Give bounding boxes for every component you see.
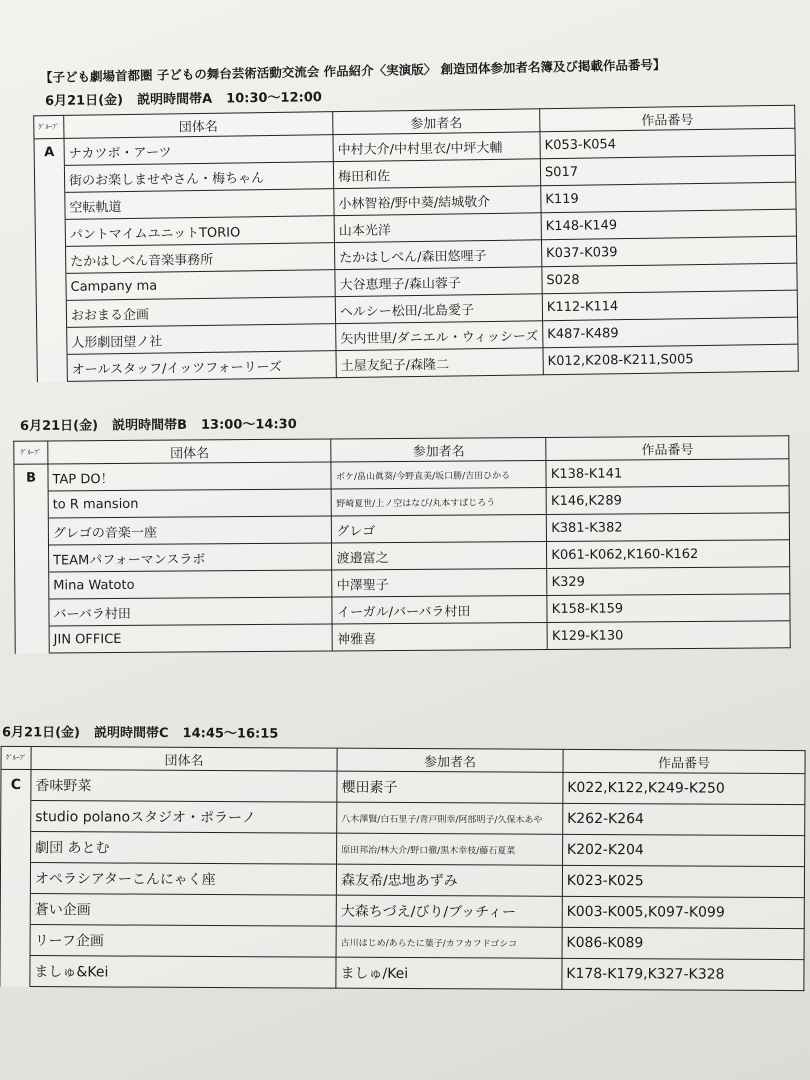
org-cell: バーバラ村田 bbox=[49, 597, 333, 626]
group-cell bbox=[15, 572, 49, 599]
header-group: ｸﾞﾙｰﾌﾟ bbox=[34, 115, 64, 138]
org-cell: 街のお楽しませやさん・梅ちゃん bbox=[64, 162, 333, 193]
participants-cell: 櫻田素子 bbox=[337, 771, 563, 803]
participants-cell: 矢内世里/ダニエル・ウィッシーズ bbox=[336, 321, 543, 351]
header-participants: 参加者名 bbox=[331, 437, 546, 461]
org-cell: オールスタッフ/イッツフォーリーズ bbox=[67, 351, 336, 382]
participants-cell: 古川はじめ/あらたに葉子/カフカフドゴシコ bbox=[336, 926, 562, 958]
participants-cell: 中村大介/中村里衣/中坪大輔 bbox=[333, 132, 540, 162]
group-cell bbox=[35, 192, 65, 219]
org-cell: TAP DO！ bbox=[48, 462, 332, 491]
schedule-table-b bbox=[13, 435, 790, 653]
participants-cell: 中澤聖子 bbox=[332, 568, 547, 596]
participants-cell: 大谷恵理子/森山蓉子 bbox=[335, 267, 542, 297]
org-cell: 劇団 あとむ bbox=[31, 832, 337, 865]
works-cell: K086-K089 bbox=[562, 927, 804, 959]
group-cell: B bbox=[14, 464, 48, 491]
header-participants: 参加者名 bbox=[333, 109, 540, 135]
works-cell: K262-K264 bbox=[563, 803, 805, 835]
section-b-heading: 6月21日(金) 説明時間帯B 13:00〜14:30 bbox=[19, 417, 297, 435]
org-cell: to R mansion bbox=[48, 489, 332, 518]
group-cell bbox=[1, 800, 31, 831]
works-cell: S028 bbox=[542, 263, 797, 294]
org-cell: ましゅ&Kei bbox=[30, 956, 336, 989]
header-works: 作品番号 bbox=[563, 749, 805, 773]
schedule-table-c bbox=[0, 746, 806, 991]
table-row bbox=[0, 924, 804, 959]
org-cell: おおまる企画 bbox=[66, 297, 335, 328]
org-cell: オペラシアターこんにゃく座 bbox=[30, 863, 336, 896]
participants-cell: 野崎夏世/上ノ空はなび/丸本すぱじろう bbox=[332, 487, 547, 515]
works-cell: K202-K204 bbox=[562, 834, 804, 866]
participants-cell: 小林智裕/野中葵/結城敬介 bbox=[334, 186, 541, 216]
group-cell bbox=[14, 545, 48, 572]
participants-cell: 梅田和佐 bbox=[333, 159, 540, 189]
org-cell: Mina Watoto bbox=[49, 570, 333, 599]
works-cell: K329 bbox=[547, 567, 790, 596]
group-cell bbox=[36, 246, 66, 273]
participants-cell: 大森ちづえ/びり/ブッチィー bbox=[336, 895, 562, 927]
group-cell bbox=[0, 862, 30, 893]
works-cell: K012,K208-K211,S005 bbox=[543, 344, 798, 375]
org-cell: パントマイムユニットTORIO bbox=[65, 216, 334, 247]
group-cell bbox=[1, 831, 31, 862]
works-cell: K178-K179,K327-K328 bbox=[562, 958, 804, 990]
participants-cell: 渡邉富之 bbox=[332, 541, 547, 569]
org-cell: リーフ企画 bbox=[30, 925, 336, 958]
section-c-heading: 6月21日(金) 説明時間帯C 14:45〜16:15 bbox=[1, 725, 279, 742]
works-cell: K381-K382 bbox=[547, 513, 790, 542]
participants-cell: 森友希/忠地あずみ bbox=[336, 864, 562, 896]
works-cell: K146,K289 bbox=[546, 486, 789, 515]
group-cell bbox=[35, 219, 65, 246]
table-row bbox=[1, 831, 805, 866]
group-cell bbox=[14, 518, 48, 545]
participants-cell: イーガル/バーバラ村田 bbox=[332, 595, 547, 623]
section-a-heading: 6月21日(金) 説明時間帯A 10:30〜12:00 bbox=[44, 90, 322, 110]
works-cell: K129-K130 bbox=[547, 621, 790, 650]
org-cell: 蒼い企画 bbox=[30, 894, 336, 927]
group-cell bbox=[15, 599, 49, 626]
group-cell bbox=[0, 924, 30, 955]
participants-cell: ましゅ/Kei bbox=[336, 957, 562, 989]
table-row bbox=[0, 893, 804, 928]
participants-cell: 土屋友紀子/森隆二 bbox=[336, 348, 543, 378]
works-cell: K037-K039 bbox=[541, 236, 796, 267]
table-row bbox=[1, 769, 805, 804]
header-group: ｸﾞﾙｰﾌﾟ bbox=[14, 441, 48, 464]
org-cell: ナカツボ・アーツ bbox=[64, 135, 333, 166]
header-org: 団体名 bbox=[48, 439, 332, 464]
group-cell bbox=[0, 955, 30, 986]
works-cell: K053-K054 bbox=[540, 128, 795, 159]
group-cell bbox=[0, 893, 30, 924]
works-cell: K023-K025 bbox=[562, 865, 804, 897]
participants-cell: 原田邦治/林大介/野口徹/黒木幸枝/藤石夏菜 bbox=[337, 833, 563, 865]
org-cell: たかはしべん音楽事務所 bbox=[66, 243, 335, 274]
org-cell: JIN OFFICE bbox=[49, 624, 333, 653]
group-cell: A bbox=[34, 138, 64, 165]
works-cell: K148-K149 bbox=[541, 209, 796, 240]
org-cell: グレゴの音楽一座 bbox=[48, 516, 332, 545]
participants-cell: ボケ/畠山眞葵/今野直美/坂口勝/吉田ひかる bbox=[331, 460, 546, 488]
header-works: 作品番号 bbox=[540, 105, 795, 132]
group-cell bbox=[36, 273, 66, 300]
participants-cell: 八木澤賢/白石里子/青戸則幸/阿部明子/久保木あや bbox=[337, 802, 563, 834]
org-cell: TEAMパフォーマンスラボ bbox=[48, 543, 332, 572]
org-cell: Campany ma bbox=[66, 270, 335, 301]
table-row bbox=[0, 862, 804, 897]
org-cell: 人形劇団望ノ社 bbox=[67, 324, 336, 355]
group-cell bbox=[37, 327, 67, 354]
table-row bbox=[0, 955, 804, 990]
header-group: ｸﾞﾙｰﾌﾟ bbox=[1, 746, 31, 769]
participants-cell: グレゴ bbox=[332, 514, 547, 542]
participants-cell: たかはしべん/森田悠哩子 bbox=[334, 240, 541, 270]
org-cell: studio polanoスタジオ・ポラーノ bbox=[31, 801, 337, 834]
org-cell: 空転軌道 bbox=[65, 189, 334, 220]
participants-cell: ヘルシー松田/北島愛子 bbox=[335, 294, 542, 324]
works-cell: K022,K122,K249-K250 bbox=[563, 772, 805, 804]
works-cell: K487-K489 bbox=[543, 317, 798, 348]
table-row bbox=[15, 621, 790, 653]
group-cell bbox=[15, 626, 49, 653]
group-cell bbox=[37, 354, 67, 381]
group-cell bbox=[36, 300, 66, 327]
header-org: 団体名 bbox=[31, 747, 337, 772]
group-cell bbox=[34, 165, 64, 192]
works-cell: K003-K005,K097-K099 bbox=[562, 896, 804, 928]
group-cell: C bbox=[1, 769, 31, 800]
works-cell: S017 bbox=[540, 155, 795, 186]
document-title: 【子ども劇場首都圏 子どもの舞台芸術活動交流会 作品紹介〈実演版〉 創造団体参加者名簿及び掲載作品番号】 bbox=[39, 56, 666, 85]
org-cell: 香味野菜 bbox=[31, 770, 337, 803]
works-cell: K061-K062,K160-K162 bbox=[547, 540, 790, 569]
header-org: 団体名 bbox=[64, 112, 333, 139]
header-works: 作品番号 bbox=[546, 436, 789, 461]
works-cell: K112-K114 bbox=[542, 290, 797, 321]
header-participants: 参加者名 bbox=[337, 748, 563, 772]
participants-cell: 山本光洋 bbox=[334, 213, 541, 243]
participants-cell: 神雅喜 bbox=[333, 622, 548, 650]
works-cell: K119 bbox=[541, 182, 796, 213]
works-cell: K138-K141 bbox=[546, 459, 789, 488]
works-cell: K158-K159 bbox=[547, 594, 790, 623]
group-cell bbox=[14, 491, 48, 518]
table-row bbox=[1, 800, 805, 835]
schedule-table-a bbox=[33, 105, 799, 383]
